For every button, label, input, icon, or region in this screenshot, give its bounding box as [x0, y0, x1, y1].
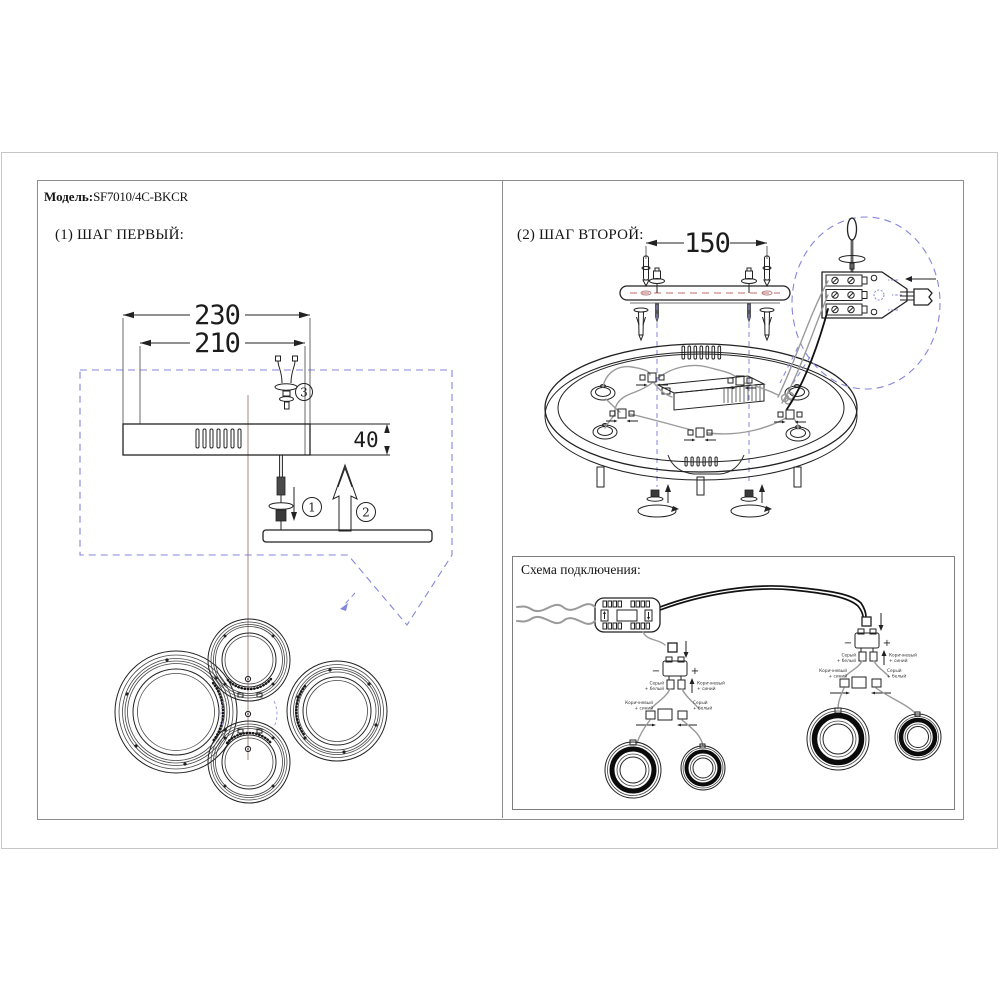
screw-icon	[655, 303, 751, 323]
wire-label: Коричневый	[625, 701, 653, 706]
ring-right	[287, 661, 387, 761]
plug-connector	[668, 643, 677, 652]
callout-arrow-icon	[340, 593, 355, 611]
minus-sign: −	[843, 638, 853, 649]
dimension-210	[140, 328, 305, 455]
dimension-40	[310, 424, 390, 455]
lamp-stem-dome	[593, 424, 617, 440]
ring-light-2	[681, 744, 725, 790]
mounting-bar	[620, 286, 790, 303]
canopy-slab	[263, 530, 432, 542]
callout-1	[303, 498, 322, 517]
wire-label: + белый	[644, 687, 664, 692]
callout-2	[357, 503, 376, 522]
callout-1-num: 1	[308, 500, 316, 515]
wire-label: + синий	[634, 706, 653, 712]
wire-label: Коричневый	[697, 681, 725, 687]
chandelier-rings-view	[115, 619, 387, 803]
ceiling-canopy	[545, 344, 857, 495]
callout-3-num: 3	[300, 385, 308, 400]
plug-connector	[862, 617, 871, 626]
detail-callout-circle	[778, 217, 940, 409]
plus-sign: +	[882, 638, 892, 649]
dimension-150	[646, 228, 767, 259]
plus-minus-connector	[855, 629, 879, 652]
plus-minus-connector	[663, 657, 687, 680]
callout-2-num: 2	[362, 505, 370, 520]
model-label: Модель:	[44, 189, 94, 204]
mains-input-wires	[517, 604, 595, 624]
led-driver	[595, 598, 660, 632]
wire-label: Коричневый	[819, 669, 847, 674]
screw-icon	[650, 268, 665, 293]
branch-left	[625, 632, 725, 746]
arrow-down-icon	[291, 487, 297, 521]
minus-sign: −	[651, 666, 661, 677]
wire-label: Серый	[887, 669, 902, 674]
dim-150-text: 150	[684, 228, 730, 259]
dim-210-text: 210	[194, 328, 240, 359]
terminal-row	[826, 275, 867, 286]
wire-label: + белый	[836, 659, 856, 664]
wire-label: Серый	[693, 701, 708, 706]
wire-label: + синий	[697, 687, 716, 692]
step1-diagram	[35, 215, 500, 818]
step2-title: (2) ШАГ ВТОРОЙ:	[517, 227, 644, 243]
mounting-plate	[123, 424, 310, 455]
terminal-row	[826, 304, 867, 315]
terminal-block	[822, 272, 907, 318]
hanging-wire-detail	[275, 356, 298, 409]
ring-left	[115, 651, 237, 773]
wall-anchor-icon	[634, 308, 648, 340]
screwdriver-icon	[839, 218, 865, 272]
threaded-rod	[269, 455, 293, 530]
wire-label: Коричневый	[889, 653, 917, 659]
wiring-title: Схема подключения:	[521, 562, 641, 577]
dim-230-text: 230	[194, 300, 240, 331]
model-line	[44, 189, 188, 205]
wiring-diagram	[513, 557, 953, 807]
pair-connector	[636, 709, 697, 726]
fastening-nuts	[638, 484, 772, 517]
arrow-left-icon	[905, 276, 936, 282]
wall-anchor-icon	[763, 256, 771, 286]
step1-title: (1) ШАГ ПЕРВЫЙ:	[55, 227, 185, 243]
wire-label: Серый	[841, 653, 856, 659]
clip-connector-icon	[684, 428, 716, 441]
screw-icon	[742, 268, 757, 293]
terminal-row	[826, 290, 867, 301]
output-cable	[660, 586, 866, 617]
wire-label: + белый	[693, 706, 713, 712]
arrow-up-outline-icon	[333, 465, 357, 531]
canopy-wires	[603, 365, 798, 433]
callout-dashed-box	[80, 370, 452, 625]
wire-label: + синий	[828, 674, 847, 680]
ring-light-1	[605, 740, 661, 798]
wire-label: Серый	[649, 681, 664, 687]
dim-40-text: 40	[353, 428, 379, 452]
plus-sign: +	[690, 666, 700, 677]
wire-label: + белый	[887, 674, 907, 680]
driver-box	[658, 376, 764, 410]
branch-right	[819, 613, 917, 713]
ring-light-3	[807, 708, 869, 770]
wall-anchor-icon	[642, 256, 650, 286]
model-value: SF7010/4C-BKCR	[93, 189, 188, 204]
wall-anchor-icon	[760, 308, 774, 340]
ring-light-4	[895, 712, 941, 760]
step2-diagram	[502, 215, 967, 555]
wire-label: + синий	[889, 659, 908, 664]
